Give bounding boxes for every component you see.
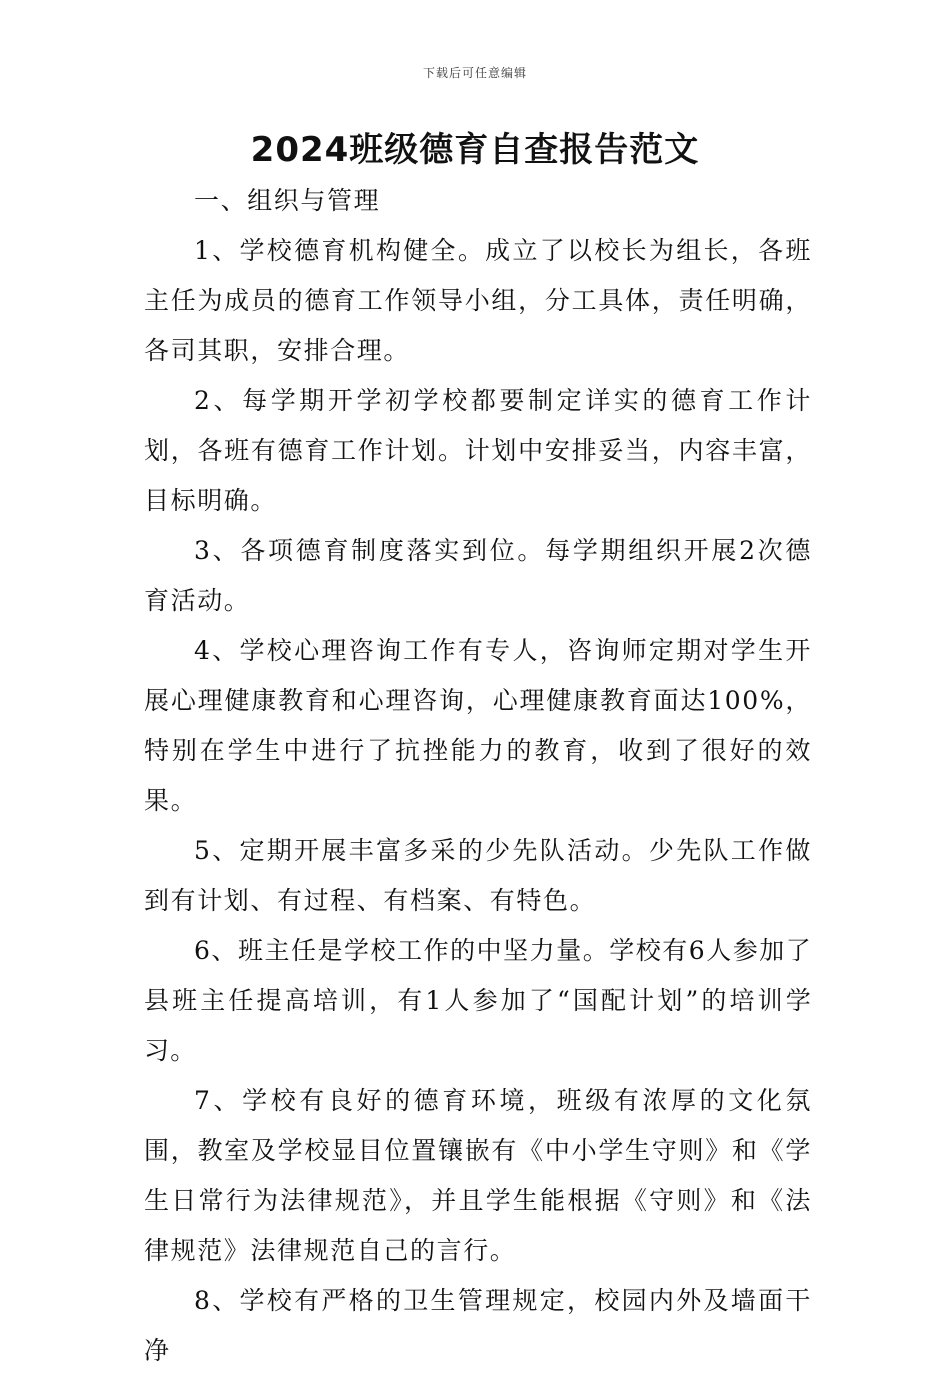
paragraph-1: 1、学校德育机构健全。成立了以校长为组长，各班主任为成员的德育工作领导小组，分工具体，责任明确，各司其职，安排合理。 xyxy=(144,236,812,365)
header-note: 下载后可任意编辑 xyxy=(422,66,527,80)
paragraph-5: 5、定期开展丰富多采的少先队活动。少先队工作做到有计划、有过程、有档案、有特色。 xyxy=(144,836,812,915)
paragraph-4: 4、学校心理咨询工作有专人，咨询师定期对学生开展心理健康教育和心理咨询，心理健康教育面达100%，特别在学生中进行了抗挫能力的教育，收到了很好的效果。 xyxy=(144,636,812,815)
document-body xyxy=(144,176,812,1376)
paragraph-2: 2、每学期开学初学校都要制定详实的德育工作计划，各班有德育工作计划。计划中安排妥当，内容丰富，目标明确。 xyxy=(144,386,812,515)
section-heading: 一、组织与管理 xyxy=(194,186,381,215)
paragraph-3: 3、各项德育制度落实到位。每学期组织开展2次德育活动。 xyxy=(144,536,812,615)
paragraph-6: 6、班主任是学校工作的中坚力量。学校有6人参加了县班主任提高培训，有1人参加了“国配计划”的培训学习。 xyxy=(144,936,812,1065)
document-title: 2024班级德育自查报告范文 xyxy=(250,130,700,170)
paragraph-7: 7、学校有良好的德育环境，班级有浓厚的文化氛围，教室及学校显目位置镶嵌有《中小学生守则》和《学生日常行为法律规范》，并且学生能根据《守则》和《法律规范》法律规范自己的言行。 xyxy=(144,1086,812,1265)
paragraph-8: 8、学校有严格的卫生管理规定，校园内外及墙面干净 xyxy=(144,1286,812,1365)
